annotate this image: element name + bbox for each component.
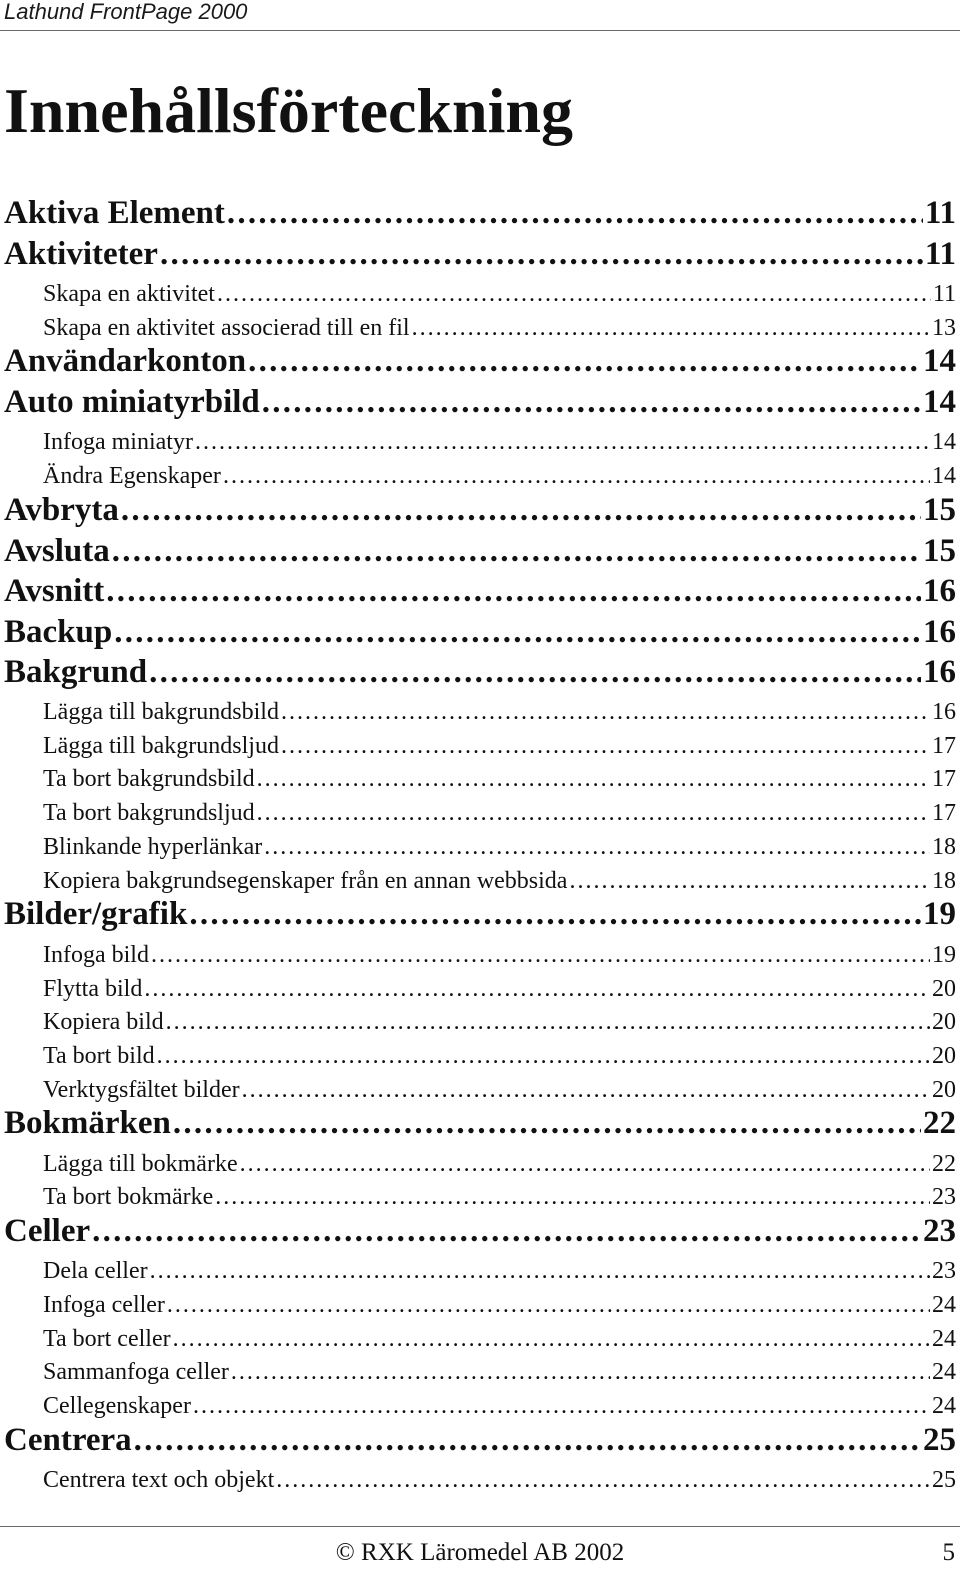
- toc-subentry: [43, 1323, 956, 1355]
- toc-entry: [4, 234, 956, 274]
- toc-entry-page: 18: [932, 834, 956, 860]
- toc-entry-page: 24: [932, 1292, 956, 1318]
- toc-entry-label: Kopiera bild: [43, 1009, 164, 1035]
- toc-entry: [4, 382, 956, 422]
- toc-entry-label: Centrera: [4, 1422, 132, 1458]
- toc-entry-page: 18: [932, 868, 956, 894]
- toc-entry: [4, 341, 956, 381]
- toc-entry-label: Lägga till bakgrundsljud: [43, 733, 279, 759]
- toc-entry-page: 20: [932, 1077, 956, 1103]
- toc-subentry: [43, 973, 956, 1005]
- dot-leader: [257, 763, 930, 795]
- dot-leader: [281, 696, 930, 728]
- toc-entry-page: 14: [932, 463, 956, 489]
- dot-leader: [281, 730, 930, 762]
- toc-entry: [4, 652, 956, 692]
- toc-entry-page: 14: [923, 343, 956, 379]
- toc-subentry: [43, 696, 956, 728]
- toc-entry-page: 16: [923, 654, 956, 690]
- toc-entry-page: 25: [932, 1467, 956, 1493]
- toc-entry: [4, 531, 956, 571]
- toc-entry-label: Centrera text och objekt: [43, 1467, 275, 1493]
- dot-leader: [160, 234, 923, 274]
- toc-entry-page: 15: [923, 492, 956, 528]
- dot-leader: [257, 797, 930, 829]
- toc-entry-label: Ta bort bakgrundsljud: [43, 800, 255, 826]
- footer-divider: [0, 1526, 960, 1527]
- dot-leader: [167, 1289, 930, 1321]
- dot-leader: [121, 490, 921, 530]
- dot-leader: [569, 865, 930, 897]
- toc-entry-label: Infoga celler: [43, 1292, 165, 1318]
- toc-subentry: [43, 1006, 956, 1038]
- toc-subentry: [43, 1356, 956, 1388]
- dot-leader: [144, 973, 930, 1005]
- toc-entry-label: Cellegenskaper: [43, 1393, 191, 1419]
- toc-entry-label: Lägga till bakgrundsbild: [43, 699, 279, 725]
- toc-entry-label: Skapa en aktivitet: [43, 281, 215, 307]
- dot-leader: [150, 1255, 930, 1287]
- toc-subentry: [43, 1148, 956, 1180]
- toc-subentry: [43, 1181, 956, 1213]
- toc-entry-page: 15: [923, 533, 956, 569]
- toc-entry-page: 25: [923, 1422, 956, 1458]
- toc-entry-label: Bokmärken: [4, 1105, 171, 1141]
- toc-entry-page: 23: [923, 1213, 956, 1249]
- toc-subentry: [43, 1255, 956, 1287]
- dot-leader: [92, 1211, 921, 1251]
- toc-entry-page: 16: [932, 699, 956, 725]
- toc-entry-page: 23: [932, 1184, 956, 1210]
- toc-subentry: [43, 1390, 956, 1422]
- dot-leader: [173, 1323, 930, 1355]
- toc-entry-label: Dela celler: [43, 1258, 148, 1284]
- footer-page-number: 5: [942, 1539, 955, 1566]
- toc-entry-label: Avbryta: [4, 492, 119, 528]
- toc-entry-page: 24: [932, 1326, 956, 1352]
- dot-leader: [114, 612, 921, 652]
- toc-entry-page: 11: [924, 195, 956, 231]
- toc-entry-label: Användarkonton: [4, 343, 247, 379]
- toc-entry-page: 20: [932, 1009, 956, 1035]
- dot-leader: [240, 1148, 930, 1180]
- toc-entry-label: Ta bort bild: [43, 1043, 155, 1069]
- toc-subentry: [43, 460, 956, 492]
- toc-entry-page: 17: [932, 800, 956, 826]
- toc-entry-label: Aktiviteter: [4, 236, 158, 272]
- toc-entry-page: 19: [923, 896, 956, 932]
- toc-entry-label: Blinkande hyperlänkar: [43, 834, 263, 860]
- toc-entry-page: 22: [932, 1151, 956, 1177]
- toc-subentry: [43, 1040, 956, 1072]
- toc-entry: [4, 894, 956, 934]
- toc-entry-label: Verktygsfältet bilder: [43, 1077, 240, 1103]
- dot-leader: [166, 1006, 930, 1038]
- toc-entry-label: Skapa en aktivitet associerad till en fil: [43, 315, 410, 341]
- toc-entry: [4, 1211, 956, 1251]
- toc-entry-label: Ta bort celler: [43, 1326, 171, 1352]
- toc-entry-label: Flytta bild: [43, 976, 143, 1002]
- toc-entry-label: Bilder/grafik: [4, 896, 188, 932]
- toc-entry-label: Sammanfoga celler: [43, 1359, 229, 1385]
- toc-subentry: [43, 730, 956, 762]
- dot-leader: [262, 382, 921, 422]
- toc-subentry: [43, 312, 956, 344]
- toc-entry: [4, 1420, 956, 1460]
- toc-entry-page: 16: [923, 614, 956, 650]
- toc-entry-page: 16: [923, 573, 956, 609]
- dot-leader: [151, 939, 930, 971]
- toc-subentry: [43, 278, 956, 310]
- toc-entry: [4, 612, 956, 652]
- toc-entry-label: Backup: [4, 614, 113, 650]
- dot-leader: [227, 193, 923, 233]
- dot-leader: [149, 652, 921, 692]
- dot-leader: [112, 531, 921, 571]
- footer-copyright: © RXK Läromedel AB 2002: [335, 1539, 625, 1566]
- toc-entry-label: Kopiera bakgrundsegenskaper från en annan webbsida: [43, 868, 568, 894]
- dot-leader: [231, 1356, 930, 1388]
- dot-leader: [195, 426, 930, 458]
- toc-entry-page: 23: [932, 1258, 956, 1284]
- toc-subentry: [43, 763, 956, 795]
- dot-leader: [193, 1390, 930, 1422]
- toc-entry-page: 11: [932, 281, 956, 307]
- toc-entry-page: 17: [932, 733, 956, 759]
- toc-entry-label: Infoga miniatyr: [43, 429, 193, 455]
- toc-entry-page: 20: [932, 1043, 956, 1069]
- dot-leader: [106, 571, 921, 611]
- toc-entry-page: 24: [932, 1393, 956, 1419]
- toc-entry-label: Auto miniatyrbild: [4, 384, 260, 420]
- toc-entry-page: 24: [932, 1359, 956, 1385]
- toc-subentry: [43, 831, 956, 863]
- toc-subentry: [43, 939, 956, 971]
- toc-entry-page: 14: [932, 429, 956, 455]
- dot-leader: [276, 1464, 930, 1496]
- toc-entry-label: Ta bort bakgrundsbild: [43, 766, 255, 792]
- toc-entry-label: Ändra Egenskaper: [43, 463, 221, 489]
- toc-entry: [4, 490, 956, 530]
- toc-entry-page: 17: [932, 766, 956, 792]
- toc-entry-label: Ta bort bokmärke: [43, 1184, 214, 1210]
- toc-entry: [4, 1103, 956, 1143]
- toc-entry-label: Infoga bild: [43, 942, 149, 968]
- toc-entry-label: Aktiva Element: [4, 195, 225, 231]
- toc-subentry: [43, 1074, 956, 1106]
- toc-entry-page: 19: [932, 942, 956, 968]
- dot-leader: [157, 1040, 930, 1072]
- dot-leader: [242, 1074, 930, 1106]
- toc-entry-page: 20: [932, 976, 956, 1002]
- toc-entry-label: Lägga till bokmärke: [43, 1151, 238, 1177]
- toc-entry-label: Avsluta: [4, 533, 110, 569]
- toc-entry-label: Avsnitt: [4, 573, 105, 609]
- toc-entry-page: 13: [932, 315, 956, 341]
- toc-entry: [4, 571, 956, 611]
- toc-entry-label: Celler: [4, 1213, 91, 1249]
- toc-subentry: [43, 865, 956, 897]
- running-header: [0, 0, 960, 31]
- toc-entry-label: Bakgrund: [4, 654, 148, 690]
- toc-subentry: [43, 797, 956, 829]
- dot-leader: [215, 1181, 930, 1213]
- toc-subentry: [43, 1289, 956, 1321]
- dot-leader: [248, 341, 921, 381]
- dot-leader: [223, 460, 930, 492]
- page-title: Innehållsförteckning: [4, 75, 573, 146]
- dot-leader: [134, 1420, 921, 1460]
- toc-entry-page: 22: [923, 1105, 956, 1141]
- dot-leader: [189, 894, 921, 934]
- toc-entry: [4, 193, 956, 233]
- toc-subentry: [43, 426, 956, 458]
- toc-entry-page: 14: [923, 384, 956, 420]
- toc-subentry: [43, 1464, 956, 1496]
- header-title: Lathund FrontPage 2000: [4, 0, 248, 24]
- dot-leader: [264, 831, 930, 863]
- dot-leader: [173, 1103, 921, 1143]
- dot-leader: [217, 278, 931, 310]
- dot-leader: [412, 312, 930, 344]
- toc-entry-page: 11: [924, 236, 956, 272]
